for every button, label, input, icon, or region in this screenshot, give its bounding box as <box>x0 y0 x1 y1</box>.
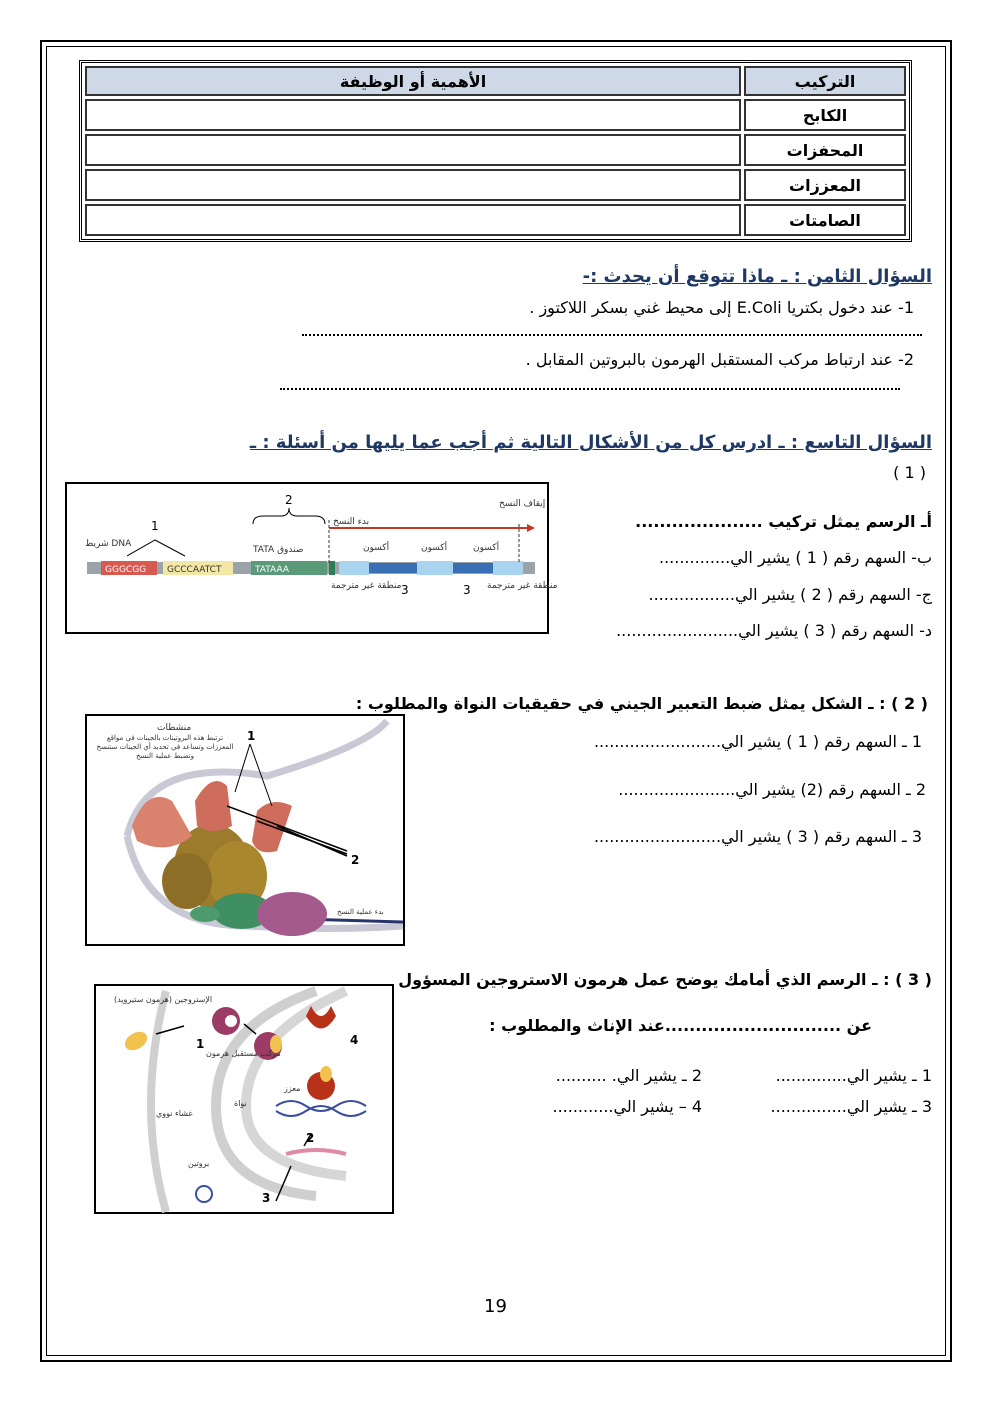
exon-label: أكسون <box>473 543 500 553</box>
start-label: بدء النسخ <box>333 517 370 527</box>
untranslated-label: منطقة غير مترجمة <box>487 581 558 591</box>
q8-item1: 1- عند دخول بكتريا E.Coli إلى محيط غني بسكر اللاكتوز . <box>529 298 914 317</box>
fig3-label-4: 4 <box>350 1033 359 1047</box>
fig1-number: ( 1 ) <box>893 463 926 482</box>
fig1-question-a: أـ الرسم يمثل تركيب ..................... <box>635 512 932 531</box>
q8-answer-line2[interactable] <box>280 388 900 390</box>
fig3-label-3: 3 <box>262 1191 271 1205</box>
q8-answer-line1[interactable] <box>302 334 922 336</box>
dna-strand-label: شريط DNA <box>85 539 132 549</box>
fig1-label-1: 1 <box>151 519 159 533</box>
nucleus-label: نواة <box>234 1099 247 1108</box>
activators-label: منشطات <box>157 723 192 733</box>
activators-note: ترتبط هذه البروتينات بالجينات في مواقع المعززات وتساعد في تحديد أي الجينات ستنسخ وتضبط عملية النسخ <box>96 734 234 760</box>
enhancer-label: معزز <box>284 1084 301 1093</box>
fig3-title: ( 3 ) : ـ الرسم الذي أمامك يوضح عمل هرمون الاستروجين المسؤول <box>398 970 932 989</box>
fig2-item1: 1 ـ السهم رقم ( 1 ) يشير الي......................... <box>593 732 922 751</box>
header-structure: التركيب <box>744 66 906 96</box>
fig3-answer-1: 1 ـ يشير الي.............. <box>775 1066 932 1085</box>
q9-title: السؤال التاسع : ـ ادرس كل من الأشكال التالية ثم أجب عما يليها من أسئلة : ـ <box>249 432 932 453</box>
fig1-label-3a: 3 <box>401 583 409 597</box>
exon-label: أكسون <box>363 543 390 553</box>
untranslated-label: منطقة غير مترجمة <box>331 581 402 591</box>
answer-cell[interactable] <box>85 99 741 131</box>
q8-title: السؤال الثامن : ـ ماذا تتوقع أن يحدث :- <box>582 266 932 287</box>
header-function: الأهمية أو الوظيفة <box>85 66 741 96</box>
protein-label: بروتين <box>188 1159 210 1168</box>
fig3-label-2: 2 <box>306 1131 315 1145</box>
stop-label: إيقاف النسخ <box>499 499 546 509</box>
row-label: الصامتات <box>744 204 906 236</box>
row-label: المحفزات <box>744 134 906 166</box>
fig3-answer-3: 3 ـ يشير الي............... <box>770 1097 932 1116</box>
table-row <box>85 99 906 131</box>
row-label: المعززات <box>744 169 906 201</box>
page-number: 19 <box>484 1296 507 1317</box>
fig3-line2: عن .............................عند الإناث والمطلوب : <box>489 1016 872 1035</box>
tata-box-label: TATA صندوق <box>253 545 304 555</box>
table-row <box>85 169 906 201</box>
table-row <box>85 134 906 166</box>
gene-regulation-diagram <box>87 716 403 944</box>
membrane-label: غشاء نووي <box>156 1109 193 1118</box>
estrogen-diagram <box>96 986 392 1212</box>
complex-label: مركب مستقبل هرمون <box>206 1049 281 1058</box>
seq1-text: GGGCGG <box>105 565 147 575</box>
q8-item2: 2- عند ارتباط مركب المستقبل الهرمون بالبروتين المقابل . <box>525 350 914 369</box>
fig3-answer-2: 2 ـ يشير الي. .......... <box>555 1066 702 1085</box>
fig1-question-b: ب- السهم رقم ( 1 ) يشير الي.............. <box>659 548 932 567</box>
answer-cell[interactable] <box>85 169 741 201</box>
fig3-label-1: 1 <box>196 1037 205 1051</box>
fig2-label-1: 1 <box>247 729 256 743</box>
seq2-text: GCCCAATCT <box>167 565 222 575</box>
estrogen-figure <box>94 984 394 1214</box>
answer-cell[interactable] <box>85 204 741 236</box>
fig2-label-2: 2 <box>351 853 360 867</box>
answer-cell[interactable] <box>85 134 741 166</box>
structures-table <box>79 60 912 242</box>
exon-label: أكسون <box>421 543 448 553</box>
gene-regulation-figure <box>85 714 405 946</box>
gene-structure-figure <box>65 482 558 634</box>
fig2-item3: 3 ـ السهم رقم ( 3 ) يشير الي......................... <box>593 827 922 846</box>
fig3-answer-4: 4 – يشير الي............ <box>552 1097 702 1116</box>
fig1-question-d: د- السهم رقم ( 3 ) يشير الي........................ <box>616 621 932 640</box>
fig1-label-3b: 3 <box>463 583 471 597</box>
table-header-row <box>85 66 906 96</box>
gene-structure-diagram <box>67 484 558 632</box>
fig1-label-2: 2 <box>285 493 293 507</box>
fig2-title: ( 2 ) : ـ الشكل يمثل ضبط التعبير الجيني في حقيقيات النواة والمطلوب : <box>355 694 928 713</box>
fig2-item2: 2 ـ السهم رقم (2) يشير الي....................... <box>618 780 926 799</box>
fig1-question-c: ج- السهم رقم ( 2 ) يشير الي................. <box>648 585 932 604</box>
transcription-start-label: بدء عملية النسخ <box>337 908 384 916</box>
seq3-text: TATAAA <box>255 565 290 575</box>
estrogen-label: الإستروجين (هرمون ستيرويد) <box>114 995 213 1004</box>
table-row <box>85 204 906 236</box>
row-label: الكابح <box>744 99 906 131</box>
